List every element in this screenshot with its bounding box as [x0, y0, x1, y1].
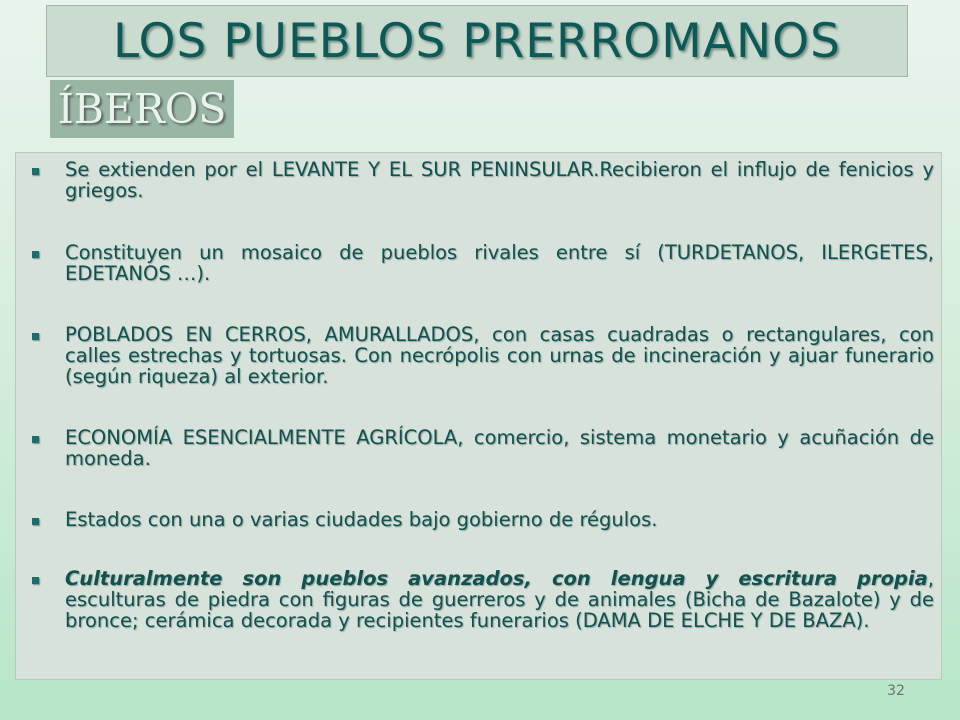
- bullet-text: [65, 324, 934, 387]
- bullet-text-plain: Estados con una o varias ciudades bajo gobierno de régulos.: [65, 508, 658, 531]
- subtitle-box: [50, 80, 234, 138]
- bullet-text: [65, 509, 934, 530]
- square-bullet-icon: [32, 577, 39, 584]
- bullet-text-plain: , esculturas de piedra con figuras de guerreros y de animales (Bicha de Bazalote) y de bronce; cerámica decorada y recipientes funerarios (DAMA DE ELCHE Y DE BAZA).: [65, 567, 934, 632]
- square-bullet-icon: [32, 333, 39, 340]
- bullet-text: [65, 568, 934, 631]
- bullet-text-plain: Constituyen un mosaico de pueblos rivales entre sí (TURDETANOS, ILERGETES, EDETANOS …).: [65, 241, 934, 285]
- bullet-text-emphasis: Culturalmente son pueblos avanzados, con lengua y escritura propia: [65, 567, 928, 590]
- square-bullet-icon: [32, 518, 39, 525]
- square-bullet-icon: [32, 251, 39, 258]
- bullet-text-plain: ECONOMÍA ESENCIALMENTE AGRÍCOLA, comercio, sistema monetario y acuñación de moneda.: [65, 426, 934, 470]
- page-number: 32: [887, 683, 905, 699]
- bullet-text: [65, 159, 934, 201]
- bullet-text: [65, 242, 934, 284]
- square-bullet-icon: [32, 168, 39, 175]
- slide-subtitle: ÍBEROS: [57, 85, 227, 133]
- content-box: [15, 152, 942, 680]
- slide-title: LOS PUEBLOS PRERROMANOS: [113, 14, 841, 69]
- title-box: [46, 5, 908, 77]
- bullet-text-plain: Se extienden por el LEVANTE Y EL SUR PENINSULAR.Recibieron el influjo de fenicios y griegos.: [65, 158, 934, 202]
- bullet-text: [65, 427, 934, 469]
- bullet-text-plain: POBLADOS EN CERROS, AMURALLADOS, con casas cuadradas o rectangulares, con calles estrechas y tortuosas. Con necrópolis con urnas de incineración y ajuar funerario (según riqueza) al exterior.: [65, 323, 934, 388]
- square-bullet-icon: [32, 436, 39, 443]
